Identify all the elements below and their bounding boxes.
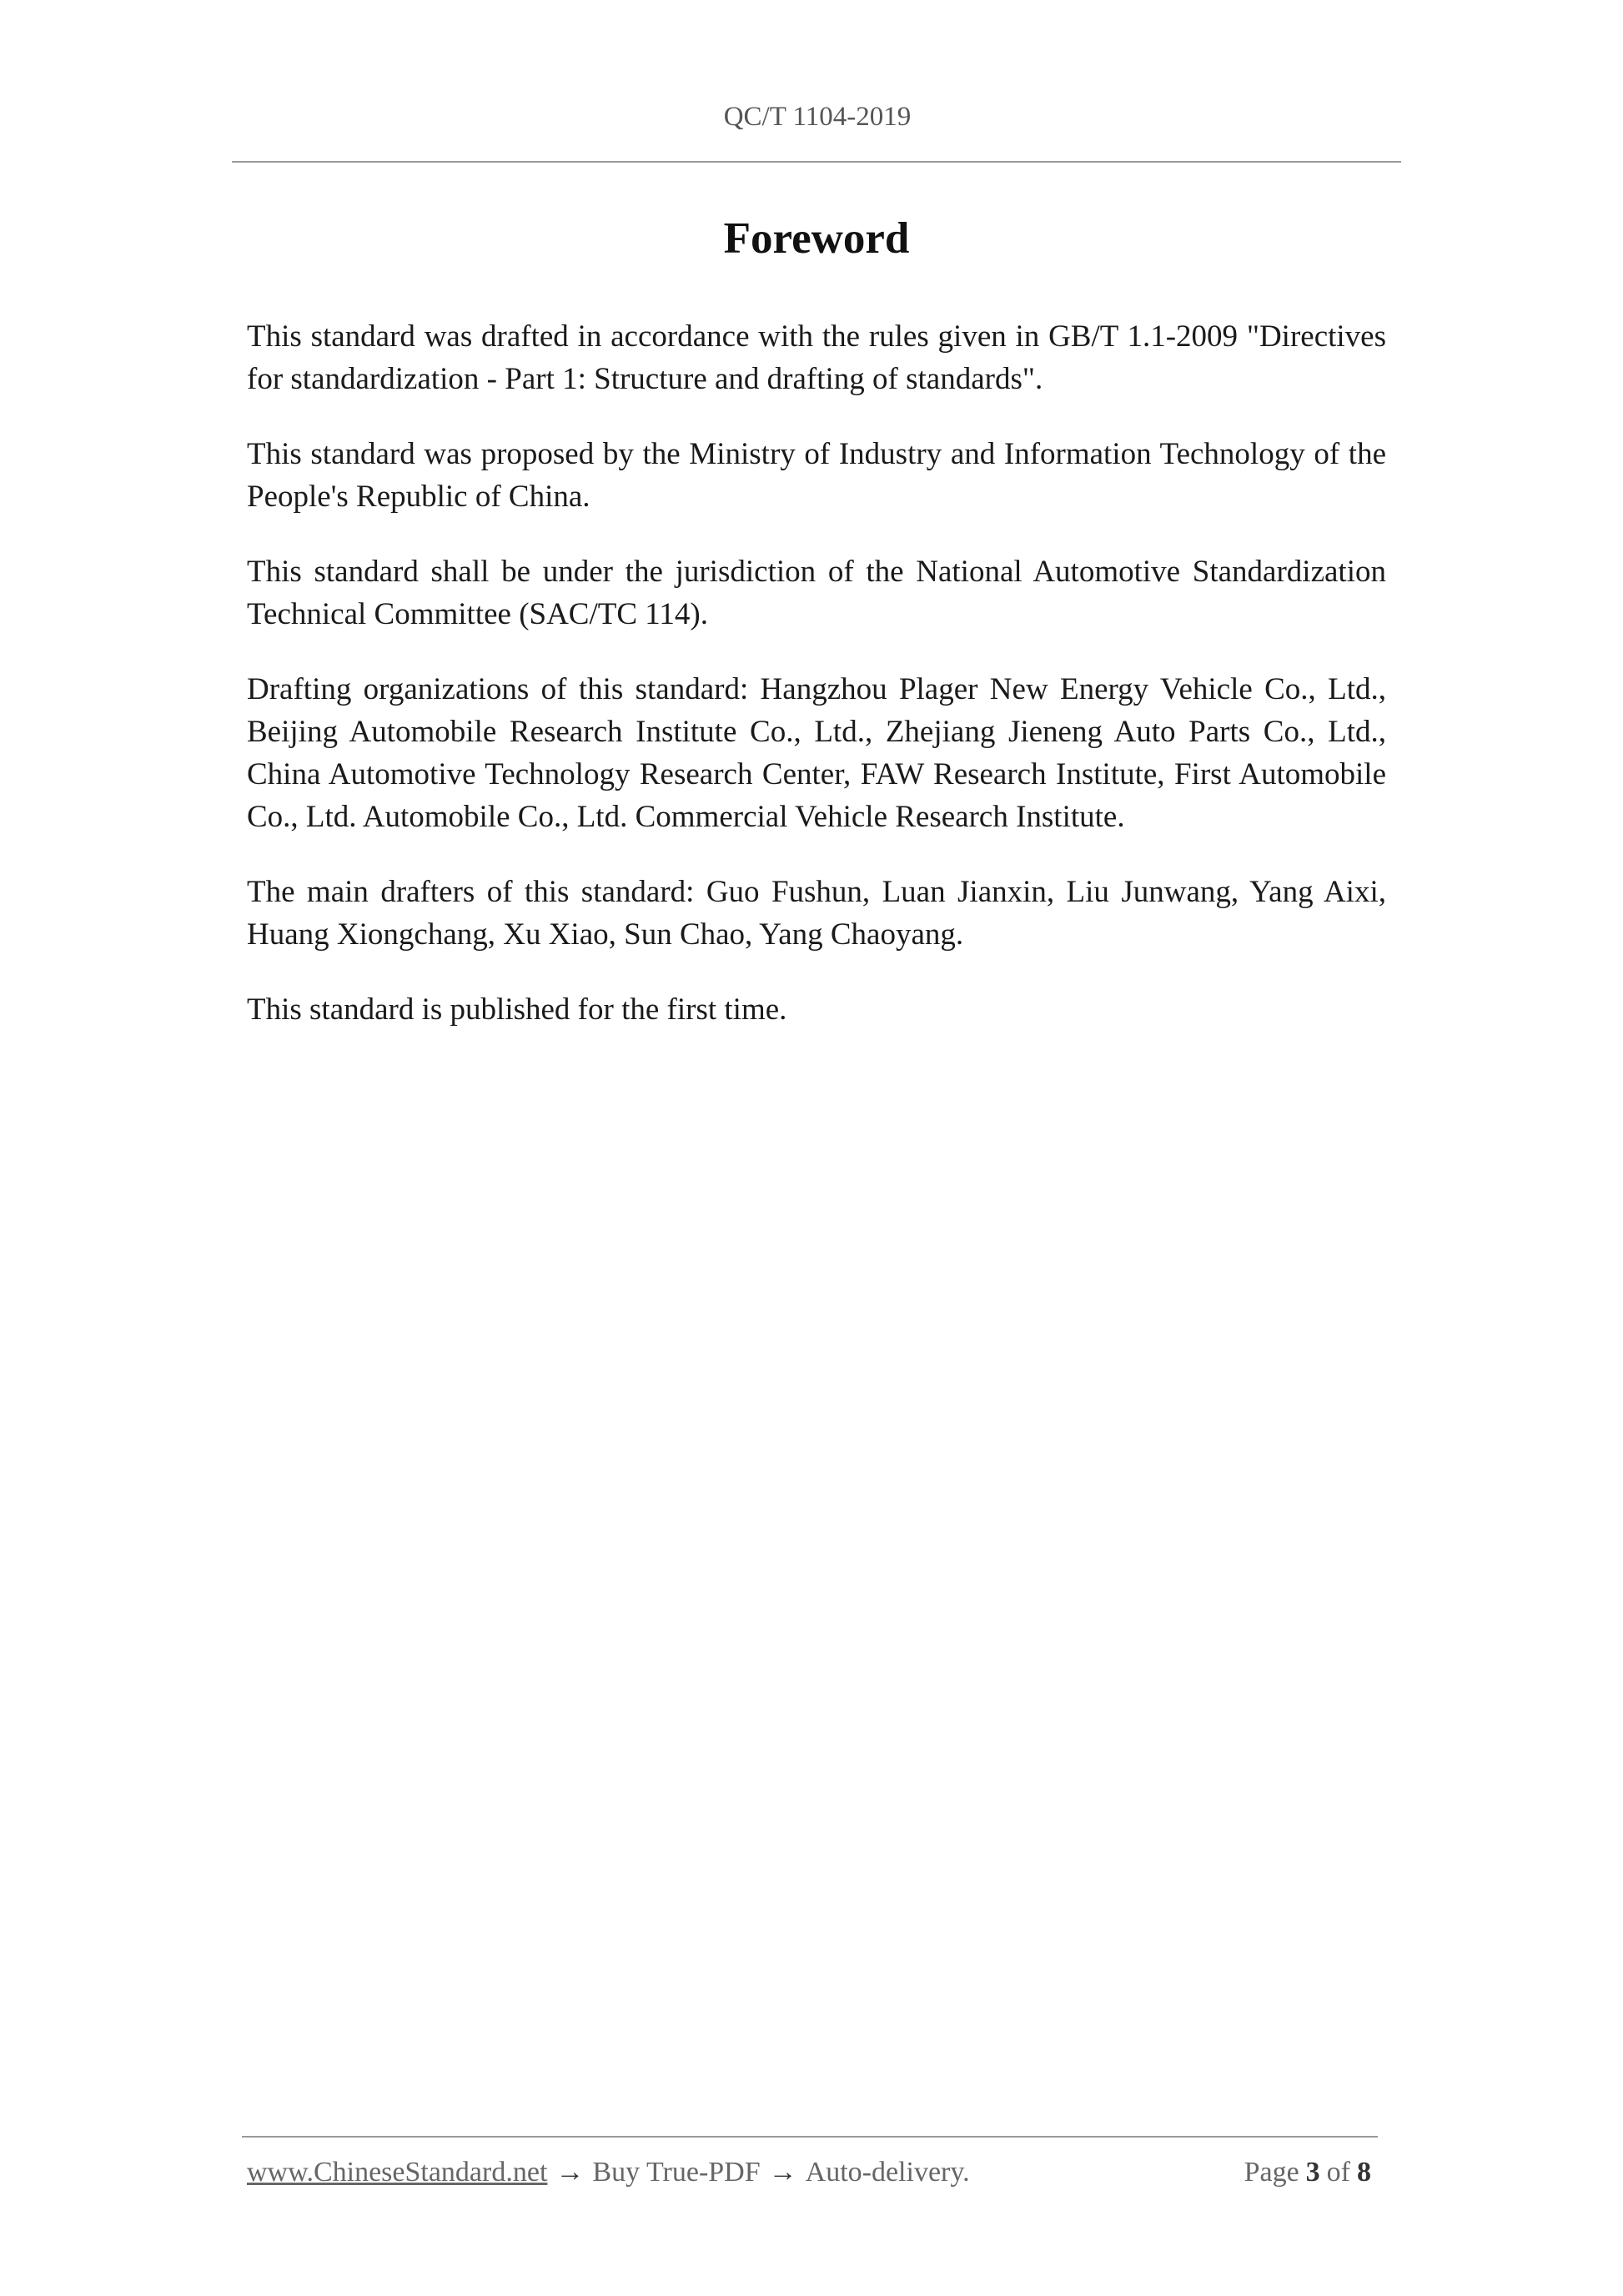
auto-delivery-text: Auto-delivery. [805, 2157, 970, 2188]
paragraph-drafting-organizations: Drafting organizations of this standard: Hangzhou Plager New Energy Vehicle Co., Ltd., Beijing Automobile Research Institute Co., Ltd., Zhejiang Jieneng Auto Parts Co., Ltd., China Automotive Technology Research Center, FAW Research Institute, First Automobile Co., Ltd. Automobile Co., Ltd. Commercial Vehicle Research Institute. [247, 672, 1386, 834]
foreword-body [247, 315, 1386, 1063]
paragraph-jurisdiction: This standard shall be under the jurisdiction of the National Automotive Standardization Technical Committee (SAC/TC 114). [247, 555, 1386, 631]
page-footer [247, 2157, 1378, 2188]
paragraph-drafting-rules: This standard was drafted in accordance with the rules given in GB/T 1.1-2009 "Directives for standardization - Part 1: Structure and drafting of standards". [247, 319, 1386, 396]
header-divider [232, 161, 1401, 163]
page-of-label: of [1326, 2157, 1350, 2188]
document-code-header: QC/T 1104-2019 [723, 102, 912, 132]
footer-divider [242, 2136, 1378, 2138]
footer-promo [247, 2157, 970, 2188]
total-pages-number: 8 [1357, 2157, 1371, 2188]
arrow-right-icon: → [555, 2157, 585, 2188]
paragraph-main-drafters: The main drafters of this standard: Guo Fushun, Luan Jianxin, Liu Junwang, Yang Aixi, Huang Xiongchang, Xu Xiao, Sun Chao, Yang Chaoyang. [247, 875, 1386, 952]
page-indicator [1244, 2157, 1378, 2188]
paragraph-proposed-by: This standard was proposed by the Ministry of Industry and Information Technology of the People's Republic of China. [247, 437, 1386, 514]
arrow-right-icon: → [768, 2157, 797, 2188]
current-page-number: 3 [1305, 2157, 1320, 2188]
paragraph-first-publication: This standard is published for the first time. [247, 992, 787, 1027]
buy-true-pdf-text: Buy True-PDF [592, 2157, 761, 2188]
website-link[interactable]: www.ChineseStandard.net [247, 2157, 548, 2188]
page-title: Foreword [723, 214, 910, 263]
page-label: Page [1244, 2157, 1299, 2188]
